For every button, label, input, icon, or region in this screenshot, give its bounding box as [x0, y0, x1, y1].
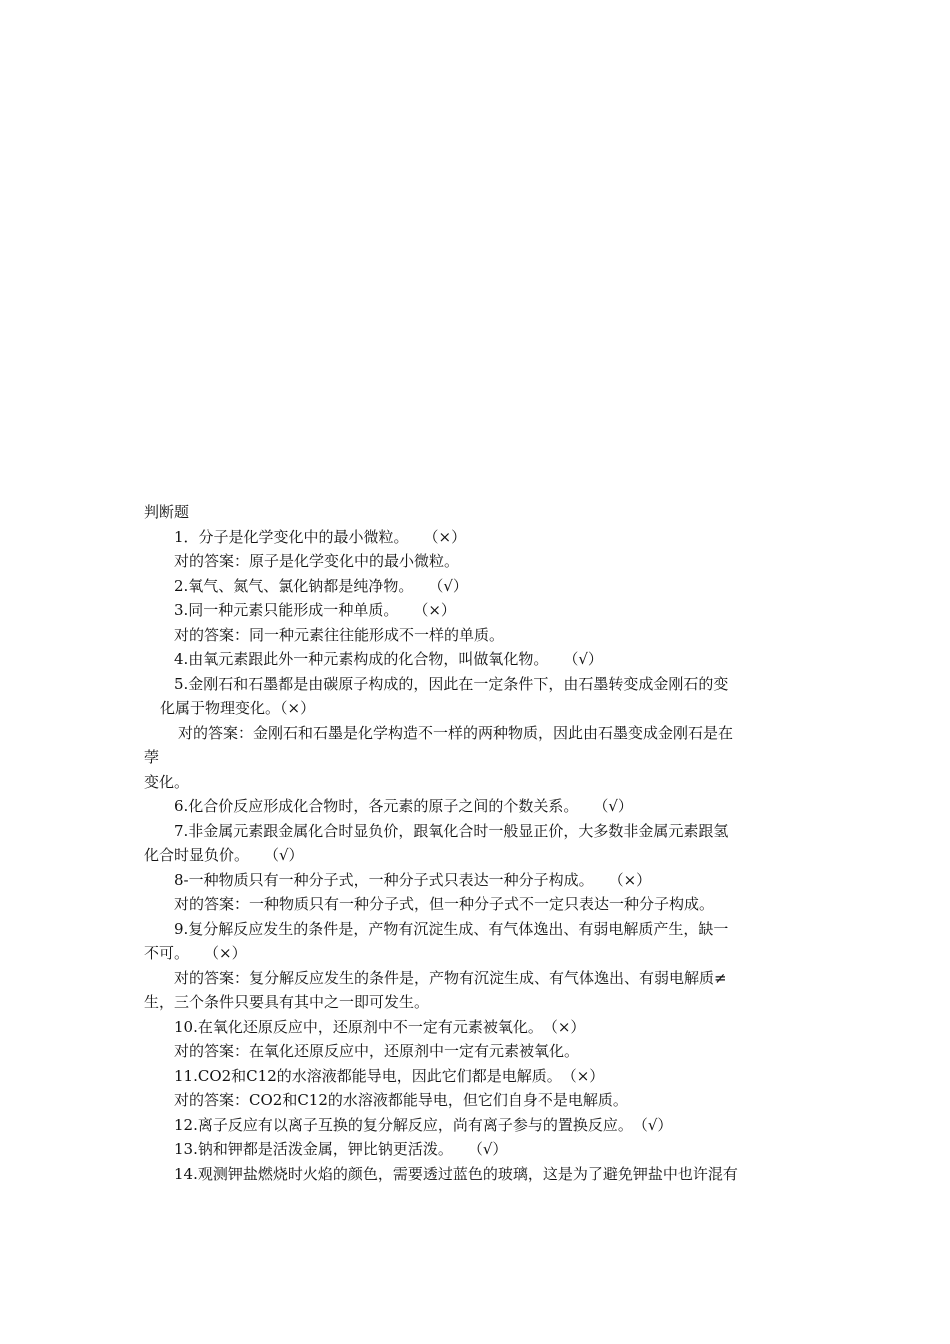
text-line: 对的答案：CO2和C12的水溶液都能导电，但它们自身不是电解质。	[174, 1091, 628, 1109]
text-line: 1．分子是化学变化中的最小微粒。 （×）	[174, 527, 467, 546]
text-line: 12.离子反应有以离子互换的复分解反应，尚有离子参与的置换反应。 （√）	[174, 1115, 673, 1134]
text-line: 8-一种物质只有一种分子式，一种分子式只表达一种分子构成。 （×）	[174, 870, 652, 889]
text-line: 变化。	[144, 772, 190, 791]
text-line: 13.钠和钾都是活泼金属，钾比钠更活泼。 （√）	[174, 1140, 508, 1158]
text-line: 荸	[144, 748, 160, 766]
text-line: 14.观测钾盐燃烧时火焰的颜色，需要透过蓝色的玻璃，这是为了避免钾盐中也许混有	[174, 1164, 738, 1183]
text-line: 3.同一种元素只能形成一种单质。 （×）	[174, 601, 456, 619]
text-line: 5.金刚石和石墨都是由碳原子构成的，因此在一定条件下，由石墨转变成金刚石的变	[174, 674, 729, 693]
text-line: 9.复分解反应发生的条件是，产物有沉淀生成、有气体逸出、有弱电解质产生，缺一	[174, 919, 729, 938]
text-line: 对的答案：原子是化学变化中的最小微粒。	[174, 552, 460, 570]
statement-list	[144, 525, 814, 1187]
text-line: 对的答案：在氧化还原反应中，还原剂中一定有元素被氧化。	[174, 1042, 580, 1060]
section-title: 判断题	[144, 503, 190, 521]
text-line: 7.非金属元素跟金属化合时显负价，跟氧化合时一般显正价，大多数非金属元素跟氢	[174, 821, 729, 840]
text-line: 对的答案：复分解反应发生的条件是，产物有沉淀生成、有气体逸出、有弱电解质≠	[174, 968, 727, 987]
text-line: 化属于物理变化。（×）	[160, 699, 316, 717]
text-line: 10.在氧化还原反应中，还原剂中不一定有元素被氧化。 （×）	[174, 1017, 586, 1036]
text-line: 6.化合价反应形成化合物时，各元素的原子之间的个数关系。 （√）	[174, 797, 633, 815]
text-line: 2.氧气、氮气、氯化钠都是纯净物。 （√）	[174, 576, 468, 595]
document-body	[144, 500, 814, 1186]
text-line: 化合时显负价。 （√）	[144, 846, 304, 864]
text-line: 生，三个条件只要具有其中之一即可发生。	[144, 993, 430, 1011]
text-line: 11.CO2和C12的水溶液都能导电，因此它们都是电解质。 （×）	[174, 1066, 605, 1085]
text-line: 对的答案：一种物质只有一种分子式，但一种分子式不一定只表达一种分子构成。	[174, 895, 715, 913]
text-line: 不可。 （×）	[144, 944, 247, 962]
text-line: 对的答案：金刚石和石墨是化学构造不一样的两种物质，因此由石墨变成金刚石是在	[178, 723, 734, 742]
text-line: 4.由氧元素跟此外一种元素构成的化合物，叫做氧化物。 （√）	[174, 650, 603, 668]
text-line: 对的答案：同一种元素往往能形成不一样的单质。	[174, 625, 505, 644]
